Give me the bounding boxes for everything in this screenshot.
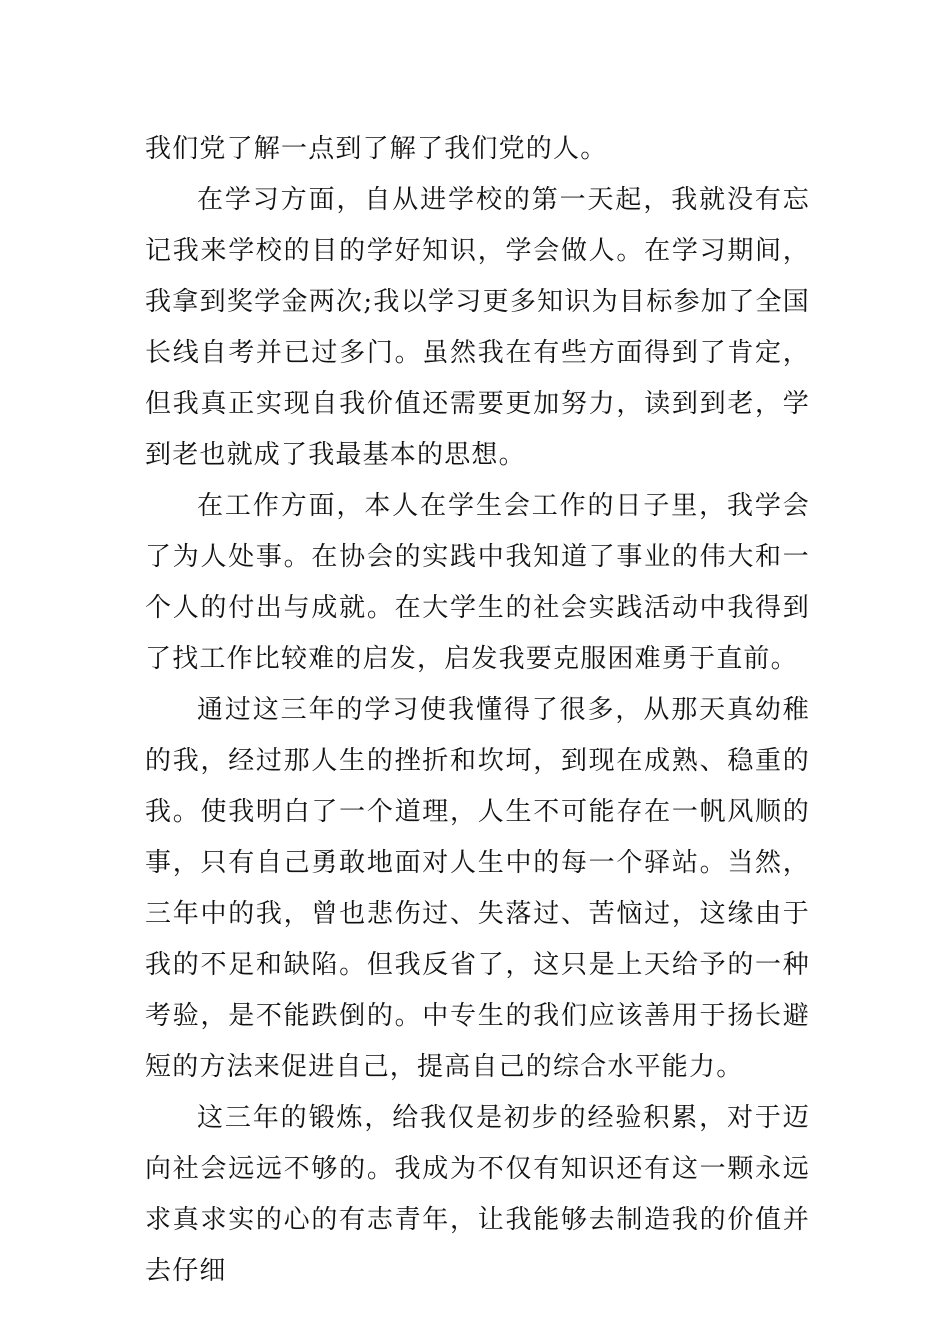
- paragraph-study: 在学习方面，自从进学校的第一天起，我就没有忘记我来学校的目的学好知识，学会做人。在学习期间，我拿到奖学金两次;我以学习更多知识为目标参加了全国长线自考并已过多门。虽然我在有些方面得到了肯定，但我真正实现自我价值还需要更加努力，读到到老，学到老也就成了我最基本的思想。: [145, 185, 810, 470]
- paragraph-continuation: 我们党了解一点到了解了我们党的人。: [145, 134, 608, 164]
- paragraph-growth: 通过这三年的学习使我懂得了很多，从那天真幼稚的我，经过那人生的挫折和坎坷，到现在成熟、稳重的我。使我明白了一个道理，人生不可能存在一帆风顺的事，只有自己勇敢地面对人生中的每一个驿站。当然，三年中的我，曾也悲伤过、失落过、苦恼过，这缘由于我的不足和缺陷。但我反省了，这只是上天给予的一种考验，是不能跌倒的。中专生的我们应该善用于扬长避短的方法来促进自己，提高自己的综合水平能力。: [145, 695, 810, 1082]
- paragraph-training: 这三年的锻炼，给我仅是初步的经验积累，对于迈向社会远远不够的。我成为不仅有知识还有这一颗永远求真求实的心的有志青年，让我能够去制造我的价值并去仔细: [145, 1103, 810, 1286]
- document-body: [145, 124, 810, 1297]
- paragraph-work: 在工作方面，本人在学生会工作的日子里，我学会了为人处事。在协会的实践中我知道了事业的伟大和一个人的付出与成就。在大学生的社会实践活动中我得到了找工作比较难的启发，启发我要克服困难勇于直前。: [145, 491, 810, 674]
